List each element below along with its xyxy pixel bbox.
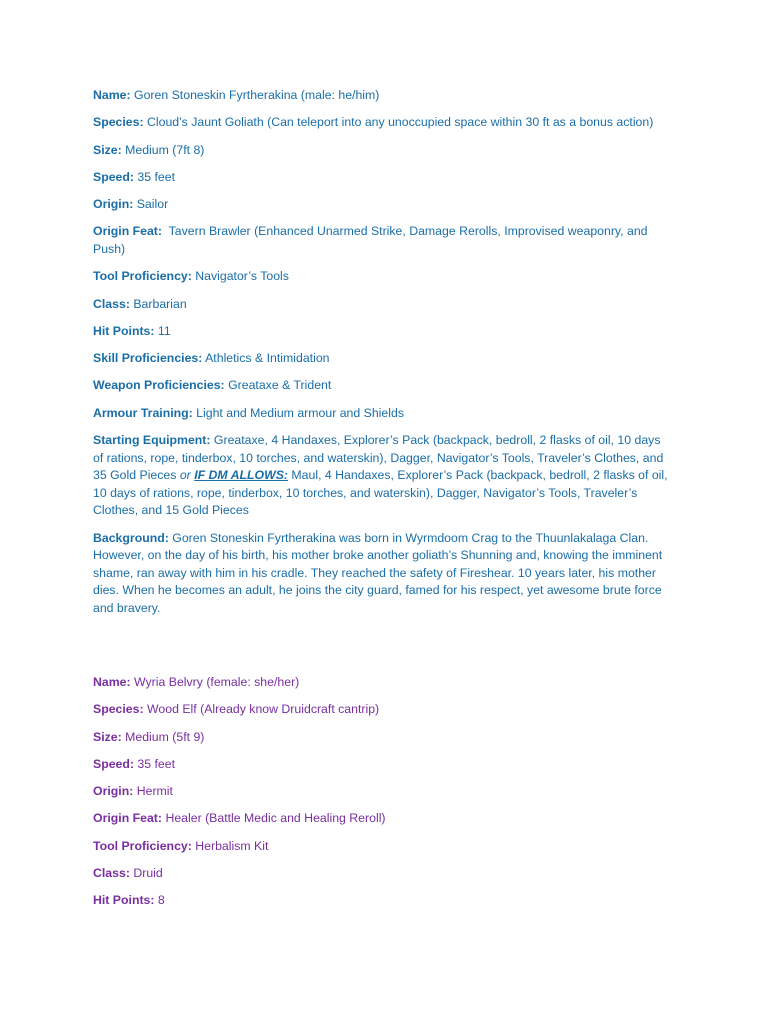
field-origin-feat [93, 810, 673, 828]
field-value: Light and Medium armour and Shields [196, 405, 404, 420]
field-weapon-proficiencies [93, 377, 673, 395]
field-tool-proficiency [93, 838, 673, 856]
field-value: Medium (7ft 8) [125, 142, 205, 157]
field-label: Starting Equipment: [93, 432, 211, 447]
field-size [93, 142, 673, 160]
field-name [93, 674, 673, 692]
field-background [93, 530, 673, 618]
field-tool-proficiency [93, 268, 673, 286]
field-value: Barbarian [133, 296, 187, 311]
equipment-option-1: Greataxe, 4 Handaxes, Explorer’s Pack (backpack, bedroll, 2 flasks of oil, 10 days of rations, rope, tinderbox, 10 torches, and waterskin), Dagger, Navigator’s Tools, Traveler’s Clothes, and 35 Gold Pieces [93, 432, 664, 483]
field-value: Hermit [136, 784, 173, 799]
field-value: Cloud’s Jaunt Goliath (Can teleport into any unoccupied space within 30 ft as a bonus action) [147, 115, 654, 130]
field-class [93, 865, 673, 883]
field-value: Goren Stoneskin Fyrtherakina was born in Wyrmdoom Crag to the Thuunlakalaga Clan. However, on the day of his birth, his mother broke another goliath’s Shunning and, knowing the imminent shame, ran away with him in his cradle. They reached the safety of Fireshear. 10 years later, his mother dies. When he becomes an adult, he joins the city guard, famed for his respect, yet awesome brute force and bravery. [93, 530, 663, 615]
field-label: Name: [93, 88, 131, 102]
field-label: Tool Proficiency: [93, 269, 192, 284]
character-sheet-goren [93, 87, 673, 627]
field-label: Origin Feat: [93, 224, 163, 239]
field-label: Size: [93, 142, 122, 157]
field-speed [93, 169, 673, 187]
field-label: Class: [93, 296, 130, 311]
field-label: Name: [93, 675, 131, 689]
field-label: Armour Training: [93, 405, 193, 420]
field-value: Goren Stoneskin Fyrtherakina (male: he/him) [134, 88, 380, 102]
field-label: Weapon Proficiencies: [93, 378, 225, 393]
field-value: Wyria Belvry (female: she/her) [134, 675, 300, 689]
field-value: Druid [133, 865, 163, 880]
field-label: Skill Proficiencies: [93, 351, 203, 366]
field-value: Healer (Battle Medic and Healing Reroll) [165, 811, 386, 826]
field-species [93, 114, 673, 132]
field-label: Speed: [93, 756, 134, 771]
field-name [93, 87, 673, 105]
field-value: 8 [157, 893, 165, 908]
field-label: Size: [93, 729, 122, 744]
field-origin-feat [93, 223, 673, 258]
field-armour-training [93, 405, 673, 423]
field-hit-points [93, 892, 673, 910]
field-label: Hit Points: [93, 893, 155, 908]
field-value: 11 [157, 323, 171, 338]
character-sheet-wyria [93, 674, 673, 920]
field-label: Tool Proficiency: [93, 838, 192, 853]
field-origin [93, 783, 673, 801]
field-skill-proficiencies [93, 350, 673, 368]
if-dm-allows-label: IF DM ALLOWS: [194, 468, 288, 483]
field-label: Hit Points: [93, 323, 155, 338]
field-value: 35 feet [137, 169, 176, 184]
field-origin [93, 196, 673, 214]
field-value: Wood Elf (Already know Druidcraft cantrip) [147, 702, 380, 717]
field-speed [93, 756, 673, 774]
or-connector: or [179, 468, 191, 483]
field-value: Herbalism Kit [195, 838, 269, 853]
field-value: Navigator’s Tools [195, 269, 289, 284]
field-species [93, 701, 673, 719]
field-hit-points [93, 323, 673, 341]
field-value: 35 feet [137, 756, 176, 771]
field-class [93, 296, 673, 314]
field-label: Species: [93, 115, 144, 130]
equipment-option-2: Maul, 4 Handaxes, Explorer’s Pack (backpack, bedroll, 2 flasks of oil, 10 days of rations, rope, tinderbox, 10 torches, and waterskin), Dagger, Navigator’s Tools, Traveler’s Clothes, and 15 Gold Pieces [93, 468, 668, 518]
field-starting-equipment [93, 432, 673, 520]
field-label: Origin: [93, 784, 134, 799]
field-label: Origin: [93, 197, 134, 212]
field-label: Speed: [93, 169, 134, 184]
field-label: Background: [93, 530, 169, 545]
field-label: Origin Feat: [93, 811, 163, 826]
field-value: Tavern Brawler (Enhanced Unarmed Strike, Damage Rerolls, Improvised weaponry, and Push) [93, 224, 648, 256]
field-label: Species: [93, 702, 144, 717]
field-size [93, 729, 673, 747]
field-value: Greataxe & Trident [228, 378, 332, 393]
field-value: Athletics & Intimidation [205, 351, 330, 366]
field-value: Medium (5ft 9) [125, 729, 205, 744]
field-label: Class: [93, 865, 130, 880]
field-value: Sailor [136, 197, 169, 212]
